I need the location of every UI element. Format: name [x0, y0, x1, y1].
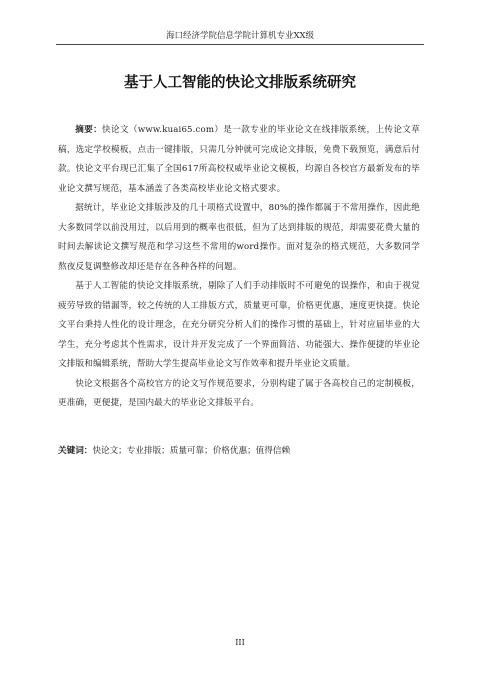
keywords-line: [58, 442, 420, 462]
abstract-paragraph-3: 基于人工智能的快论文排版系统，剔除了人们手动排版时不可避免的误操作，和由于视觉疲劳导致的错漏等，较之传统的人工排版方式，质量更可靠，价格更优惠，速度更快捷。快论文平台秉持人性化的设计理念，在充分研究分析人们的操作习惯的基础上，针对应届毕业的大学生，充分考虑其个性需求，设计并开发完成了一个界面简洁、功能强大、操作便捷的毕业论文排版和编辑系统，帮助大学生提高毕业论文写作效率和提升毕业论文质量。: [58, 281, 420, 369]
keywords-text: 快论文；专业排版；质量可靠；价格优惠；值得信赖: [92, 446, 291, 456]
running-header: 海口经济学院信息学院计算机专业XX级: [165, 31, 315, 41]
abstract-label: 摘要：: [75, 125, 103, 135]
page-title: 基于人工智能的快论文排版系统研究: [124, 75, 356, 91]
abstract-paragraph-2: 据统计，毕业论文排版涉及的几十项格式设置中，80%的操作都属于不常用操作，因此绝大多数同学以前没用过，以后用到的概率也很低，但为了达到排版的规范，却需要花费大量的时间去解读论文撰写规范和学习这些不常用的word操作。面对复杂的格式规范，大多数同学熬夜反复调整修改却还是存在各种各样的问题。: [58, 203, 420, 272]
page-number: III: [235, 638, 245, 647]
keywords-label: 关键词：: [58, 446, 93, 456]
abstract-paragraph-1-text: 快论文（www.kuai65.com）是一款专业的毕业论文在线排版系统，上传论文草稿，选定学校模板，点击一键排版，只需几分钟就可完成论文排版，免费下载预览，满意后付款。快论文平台现已汇集了全国617所高校权威毕业论文模板，均源自各校官方最新发布的毕业论文撰写规范，基本涵盖了各类高校毕业论文格式要求。: [58, 125, 420, 194]
abstract-body: [58, 121, 420, 414]
abstract-paragraph-1: [58, 121, 420, 199]
abstract-paragraph-4: 快论文根据各个高校官方的论文写作规范要求，分别构建了属于各高校自己的定制模板，更准确，更便捷，是国内最大的毕业论文排版平台。: [58, 378, 420, 408]
header-rule: [56, 44, 424, 45]
